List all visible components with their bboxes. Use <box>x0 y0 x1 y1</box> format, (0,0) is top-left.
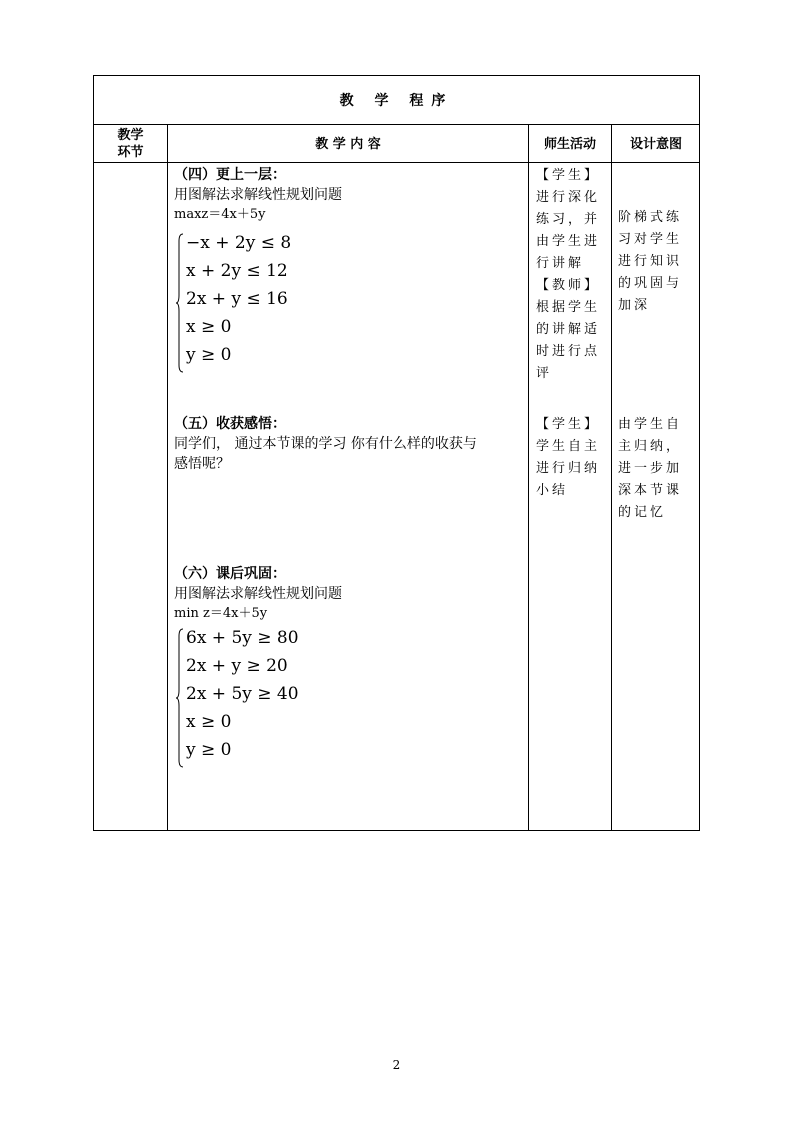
problem-text: 用图解法求解线性规划问题 <box>174 586 342 602</box>
section-6 <box>174 564 342 624</box>
section-heading: （六）课后巩固： <box>174 566 286 582</box>
activity-text: 【学生】进行深化练习，并由学生进行讲解【教师】根据学生的讲解适时进行点评 <box>536 168 601 381</box>
teaching-procedure-table <box>93 75 700 831</box>
left-brace-icon <box>176 628 184 768</box>
section-4 <box>174 165 342 225</box>
divider <box>167 124 168 831</box>
activity-text: 【学生】学生自主进行归纳小结 <box>536 417 601 498</box>
header-activity: 师生活动 <box>543 136 596 152</box>
header-content: 教 学 内 容 <box>315 136 381 152</box>
objective-function: maxz＝4x＋5y <box>174 207 266 222</box>
table-title: 教 学 程序 <box>339 93 454 109</box>
constraint: 6x + 5y ≥ 80 <box>186 628 299 648</box>
question-text: 感悟呢？ <box>174 456 230 472</box>
header-stage: 教学 环节 <box>117 128 144 160</box>
intent-text: 阶梯式练习对学生进行知识的巩固与加深 <box>618 210 683 313</box>
objective-function: min z＝4x＋5y <box>174 606 268 621</box>
constraint-system <box>176 628 376 768</box>
constraint: y ≥ 0 <box>186 740 232 760</box>
constraint: x ≥ 0 <box>186 712 232 732</box>
divider <box>528 124 529 831</box>
constraint-system <box>176 233 376 373</box>
section-5 <box>174 414 477 474</box>
question-text: 同学们， 通过本节课的学习 你有什么样的收获与 <box>174 436 477 452</box>
constraint: x + 2y ≤ 12 <box>186 261 288 281</box>
section-heading: （四）更上一层： <box>174 167 286 183</box>
page-number: 2 <box>392 1058 401 1072</box>
section-heading: （五）收获感悟： <box>174 416 286 432</box>
left-brace-icon <box>176 233 184 373</box>
intent-text: 由学生自主归纳，进一步加深本节课的记忆 <box>618 417 683 520</box>
constraint: 2x + y ≥ 20 <box>186 656 288 676</box>
problem-text: 用图解法求解线性规划问题 <box>174 187 342 203</box>
constraint: −x + 2y ≤ 8 <box>186 233 292 253</box>
constraint: 2x + 5y ≥ 40 <box>186 684 299 704</box>
header-intent: 设计意图 <box>629 136 682 152</box>
constraint: x ≥ 0 <box>186 317 232 337</box>
constraint: y ≥ 0 <box>186 345 232 365</box>
constraint: 2x + y ≤ 16 <box>186 289 288 309</box>
